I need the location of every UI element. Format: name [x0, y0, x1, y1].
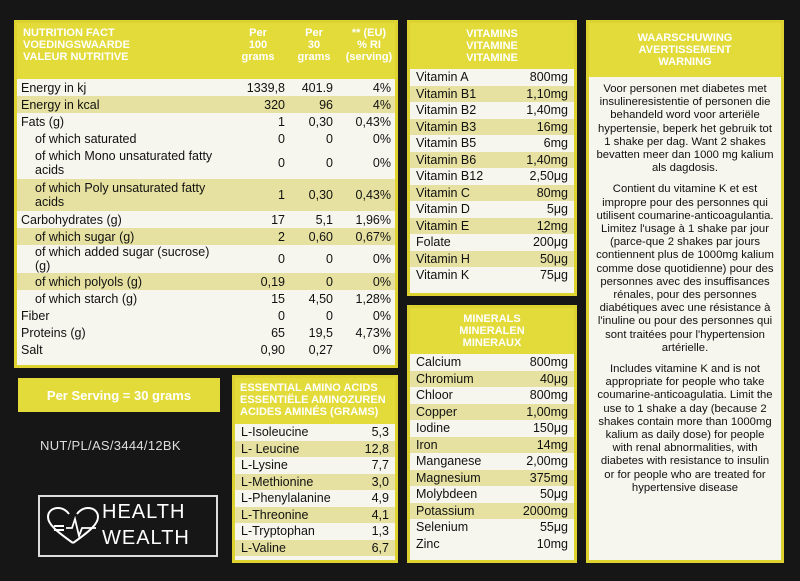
table-row — [235, 490, 395, 507]
item-value: 3,0 — [371, 474, 389, 489]
table-row — [17, 324, 395, 341]
value-ri: 0,67% — [355, 229, 391, 244]
value-per30: 0,60 — [308, 229, 333, 244]
table-row — [410, 420, 574, 437]
warning-header — [589, 23, 781, 77]
value-per30: 0,27 — [308, 342, 333, 357]
value-per30: 401.9 — [301, 80, 333, 95]
item-value: 375mg — [529, 470, 568, 485]
table-row — [17, 79, 395, 96]
item-name: Zinc — [416, 536, 440, 551]
item-name: Vitamin C — [416, 185, 470, 200]
item-value: 1,3 — [371, 524, 389, 539]
minerals-title-fr: MINERAUX — [462, 337, 522, 349]
nutrient-label: of which saturated — [35, 131, 137, 146]
value-per100: 65 — [271, 325, 285, 340]
table-row — [410, 470, 574, 487]
col-ri-l1: ** (EU) — [351, 27, 387, 39]
table-row — [410, 234, 574, 251]
amino-acids-panel — [232, 375, 398, 563]
table-row — [17, 113, 395, 130]
item-name: Copper — [416, 404, 457, 419]
nutrition-facts-panel — [14, 20, 398, 368]
vitamins-header — [410, 23, 574, 69]
table-row — [17, 96, 395, 113]
amino-header — [235, 378, 395, 424]
warning-title-nl: WAARSCHUWING — [637, 32, 733, 44]
col-per100-l3: grams — [241, 51, 275, 63]
item-value: 5,3 — [371, 425, 389, 440]
item-name: L-Isoleucine — [241, 425, 309, 440]
item-name: Folate — [416, 235, 451, 250]
table-row — [17, 273, 395, 290]
item-name: L-Phenylalanine — [241, 491, 331, 506]
amino-title-en: ESSENTIAL AMINO ACIDS — [240, 382, 378, 394]
warning-text-fr: Contient du vitamine K et est impropre pour des personnes qui utilisent coumarine-anticoagulantia. Limitez l'usage à 1 shake par jour (parce-que 2 shakes par jours contiennent plus de 1000mg kalium comme dose quotidienne) pour des personnes avec des insuffisances rénales, pour des personnes diabétiques avec une résistance à l'inuline ou pour des personnes qui sont traitées pour l'hypertension artérielle. — [596, 183, 774, 354]
value-ri: 0,43% — [355, 114, 391, 129]
value-per30: 0 — [326, 252, 333, 266]
nutrition-header — [17, 23, 395, 79]
title-en: NUTRITION FACT — [23, 27, 115, 39]
value-per30: 4,50 — [308, 291, 333, 306]
item-value: 150μg — [532, 421, 568, 436]
col-ri-header — [343, 27, 395, 63]
table-row — [17, 179, 395, 211]
item-value: 1,00mg — [526, 404, 568, 419]
item-name: Manganese — [416, 454, 482, 469]
value-ri: 0,43% — [355, 188, 391, 202]
table-row — [17, 147, 395, 179]
item-name: Vitamin B6 — [416, 152, 477, 167]
value-per100: 1 — [278, 114, 285, 129]
value-per100: 0,19 — [260, 274, 285, 289]
col-per30-l1: Per — [305, 27, 323, 39]
item-name: L-Valine — [241, 540, 286, 555]
item-value: 16mg — [536, 119, 568, 134]
table-row — [410, 536, 574, 553]
nutrient-label: of which Poly unsaturated fatty acids — [35, 181, 206, 209]
value-per30: 0 — [326, 274, 333, 289]
nutrient-label: of which starch (g) — [35, 291, 138, 306]
value-per100: 1339,8 — [246, 80, 285, 95]
heart-pulse-icon — [46, 507, 100, 547]
item-name: L-Methionine — [241, 474, 314, 489]
value-ri: 0% — [372, 308, 391, 323]
value-per100: 17 — [271, 212, 285, 227]
value-ri: 1,28% — [355, 291, 391, 306]
amino-table — [235, 424, 395, 556]
minerals-panel — [407, 305, 577, 563]
table-row — [410, 168, 574, 185]
table-row — [17, 245, 395, 273]
item-name: Vitamin B12 — [416, 169, 484, 184]
nutrient-label: of which added sugar (sucrose)(g) — [35, 245, 210, 273]
minerals-table — [410, 354, 574, 552]
table-row — [235, 523, 395, 540]
value-ri: 0% — [372, 274, 391, 289]
item-value: 10mg — [536, 536, 568, 551]
table-row — [17, 211, 395, 228]
vitamins-table — [410, 69, 574, 284]
warning-title-fr: AVERTISSEMENT — [638, 44, 732, 56]
item-value: 2,50μg — [529, 169, 568, 184]
item-name: Vitamin E — [416, 218, 470, 233]
col-per100-header — [235, 27, 281, 63]
table-row — [17, 307, 395, 324]
value-per100: 0 — [278, 252, 285, 266]
table-row — [410, 503, 574, 520]
item-value: 40μg — [539, 371, 568, 386]
vitamins-title-fr: VITAMINE — [466, 52, 518, 64]
table-row — [410, 251, 574, 268]
table-row — [410, 135, 574, 152]
table-row — [235, 507, 395, 524]
nutrient-label: of which Mono unsaturated fatty acids — [35, 149, 213, 177]
item-value: 1,10mg — [526, 86, 568, 101]
table-row — [235, 441, 395, 458]
minerals-title-en: MINERALS — [463, 313, 521, 325]
nutrient-label: Proteins (g) — [21, 325, 86, 340]
table-row — [410, 437, 574, 454]
nutrient-label: of which polyols (g) — [35, 274, 142, 289]
table-row — [410, 86, 574, 103]
logo-line1: HEALTH — [102, 501, 186, 523]
item-name: Selenium — [416, 520, 469, 535]
table-row — [410, 102, 574, 119]
minerals-header — [410, 308, 574, 354]
minerals-title-nl: MINERALEN — [459, 325, 525, 337]
col-ri-l2: % RI — [357, 39, 381, 51]
nutrient-label: Energy in kcal — [21, 97, 100, 112]
item-name: Vitamin B5 — [416, 136, 477, 151]
item-value: 12mg — [536, 218, 568, 233]
item-value: 200μg — [532, 235, 568, 250]
item-value: 50μg — [539, 487, 568, 502]
item-value: 80mg — [536, 185, 568, 200]
vitamins-title-en: VITAMINS — [466, 28, 518, 40]
table-row — [410, 152, 574, 169]
per-serving-badge: Per Serving = 30 grams — [18, 378, 220, 412]
value-ri: 0% — [372, 342, 391, 357]
item-name: Vitamin D — [416, 202, 470, 217]
item-name: Chloor — [416, 388, 453, 403]
value-ri: 0% — [372, 252, 391, 266]
vitamins-title-nl: VITAMINE — [466, 40, 518, 52]
item-name: Iron — [416, 437, 438, 452]
warning-title-en: WARNING — [658, 56, 712, 68]
col-ri-l3: (serving) — [345, 51, 393, 63]
value-per30: 0,30 — [308, 114, 333, 129]
value-per100: 0,90 — [260, 342, 285, 357]
value-per100: 1 — [278, 188, 285, 202]
item-value: 12,8 — [364, 441, 389, 456]
table-row — [17, 130, 395, 147]
item-name: Chromium — [416, 371, 474, 386]
nutrient-label: Fats (g) — [21, 114, 65, 129]
warning-text-en: Includes vitamine K and is not appropriate for people who take coumarine-anticoagulatia. Limit the use to 1 shake a day (because 2 shakes contain more than 1000mg kalium as daily dose) for people with renal abnormalities, with diabetes with resistance to insulin or for people who are treated for hypertensive disease — [597, 363, 773, 494]
value-per30: 0 — [326, 308, 333, 323]
table-row — [410, 201, 574, 218]
col-per100-l2: 100 — [248, 39, 268, 51]
warning-panel — [586, 20, 784, 563]
item-value: 50μg — [539, 251, 568, 266]
item-value: 7,7 — [371, 458, 389, 473]
item-name: Molybdeen — [416, 487, 478, 502]
item-value: 14mg — [536, 437, 568, 452]
table-row — [410, 218, 574, 235]
item-name: Magnesium — [416, 470, 481, 485]
item-name: Vitamin B3 — [416, 119, 477, 134]
item-value: 2,00mg — [526, 454, 568, 469]
value-per100: 0 — [278, 131, 285, 146]
table-row — [235, 457, 395, 474]
value-per30: 19,5 — [308, 325, 333, 340]
logo-line2: WEALTH — [102, 527, 190, 549]
value-per30: 0 — [326, 156, 333, 170]
item-value: 4,9 — [371, 491, 389, 506]
item-name: Vitamin H — [416, 251, 470, 266]
value-ri: 0% — [372, 156, 391, 170]
nutrition-title — [23, 27, 223, 63]
health-wealth-logo — [38, 495, 218, 557]
value-ri: 4% — [372, 97, 391, 112]
table-row — [410, 267, 574, 284]
value-ri: 0% — [372, 131, 391, 146]
amino-title-fr: ACIDES AMINÉS (GRAMS) — [240, 406, 379, 418]
nutrient-label: of which sugar (g) — [35, 229, 135, 244]
value-per30: 96 — [319, 97, 333, 112]
table-row — [410, 453, 574, 470]
item-value: 5μg — [546, 202, 568, 217]
item-name: L- Leucine — [241, 441, 300, 456]
item-value: 6mg — [543, 136, 568, 151]
item-name: L-Lysine — [241, 458, 288, 473]
table-row — [235, 424, 395, 441]
item-name: L-Tryptophan — [241, 524, 315, 539]
item-value: 800mg — [529, 355, 568, 370]
value-per100: 320 — [264, 97, 285, 112]
nutrition-table — [17, 79, 395, 358]
table-row — [17, 290, 395, 307]
item-value: 6,7 — [371, 540, 389, 555]
value-per30: 0,30 — [308, 188, 333, 202]
item-name: Vitamin B2 — [416, 103, 477, 118]
value-ri: 4,73% — [355, 325, 391, 340]
item-name: Calcium — [416, 355, 462, 370]
table-row — [410, 119, 574, 136]
value-per100: 0 — [278, 156, 285, 170]
value-per100: 2 — [278, 229, 285, 244]
vitamins-panel — [407, 20, 577, 296]
nutrient-label: Carbohydrates (g) — [21, 212, 122, 227]
amino-title-nl: ESSENTIËLE AMINOZUREN — [240, 394, 386, 406]
nutrient-label: Salt — [21, 342, 43, 357]
warning-text — [589, 77, 781, 495]
nutrient-label: Fiber — [21, 308, 50, 323]
item-name: Vitamin K — [416, 268, 470, 283]
item-name: Iodine — [416, 421, 451, 436]
item-value: 800mg — [529, 70, 568, 85]
table-row — [410, 404, 574, 421]
table-row — [410, 185, 574, 202]
title-nl: VOEDINGSWAARDE — [23, 39, 130, 51]
value-per100: 15 — [271, 291, 285, 306]
table-row — [410, 69, 574, 86]
title-fr: VALEUR NUTRITIVE — [23, 51, 129, 63]
col-per30-l2: 30 — [307, 39, 321, 51]
item-name: Potassium — [416, 503, 475, 518]
table-row — [410, 486, 574, 503]
item-value: 2000mg — [522, 503, 568, 518]
table-row — [235, 474, 395, 491]
col-per100-l1: Per — [249, 27, 267, 39]
item-name: Vitamin A — [416, 70, 469, 85]
table-row — [410, 354, 574, 371]
table-row — [410, 519, 574, 536]
item-name: Vitamin B1 — [416, 86, 477, 101]
item-value: 1,40mg — [526, 103, 568, 118]
value-per30: 5,1 — [315, 212, 333, 227]
table-row — [235, 540, 395, 557]
item-value: 4,1 — [371, 507, 389, 522]
value-ri: 4% — [372, 80, 391, 95]
table-row — [410, 387, 574, 404]
item-value: 55μg — [539, 520, 568, 535]
product-code: NUT/PL/AS/3444/12BK — [40, 438, 181, 453]
nutrient-label: Energy in kj — [21, 80, 87, 95]
value-ri: 1,96% — [355, 212, 391, 227]
table-row — [17, 341, 395, 358]
warning-text-nl: Voor personen met diabetes met insulineresistentie of personen die behandeld word voor arteriële hypertensie, beperk het gebruik tot 1 shake per dag. Want 2 shakes bevatten meer dan 1000 mg kalium als dagdosis. — [596, 83, 774, 175]
item-value: 75μg — [539, 268, 568, 283]
value-per100: 0 — [278, 308, 285, 323]
col-per30-l3: grams — [297, 51, 331, 63]
item-name: L-Threonine — [241, 507, 309, 522]
table-row — [410, 371, 574, 388]
value-per30: 0 — [326, 131, 333, 146]
item-value: 1,40mg — [526, 152, 568, 167]
col-per30-header — [291, 27, 337, 63]
table-row — [17, 228, 395, 245]
item-value: 800mg — [529, 388, 568, 403]
